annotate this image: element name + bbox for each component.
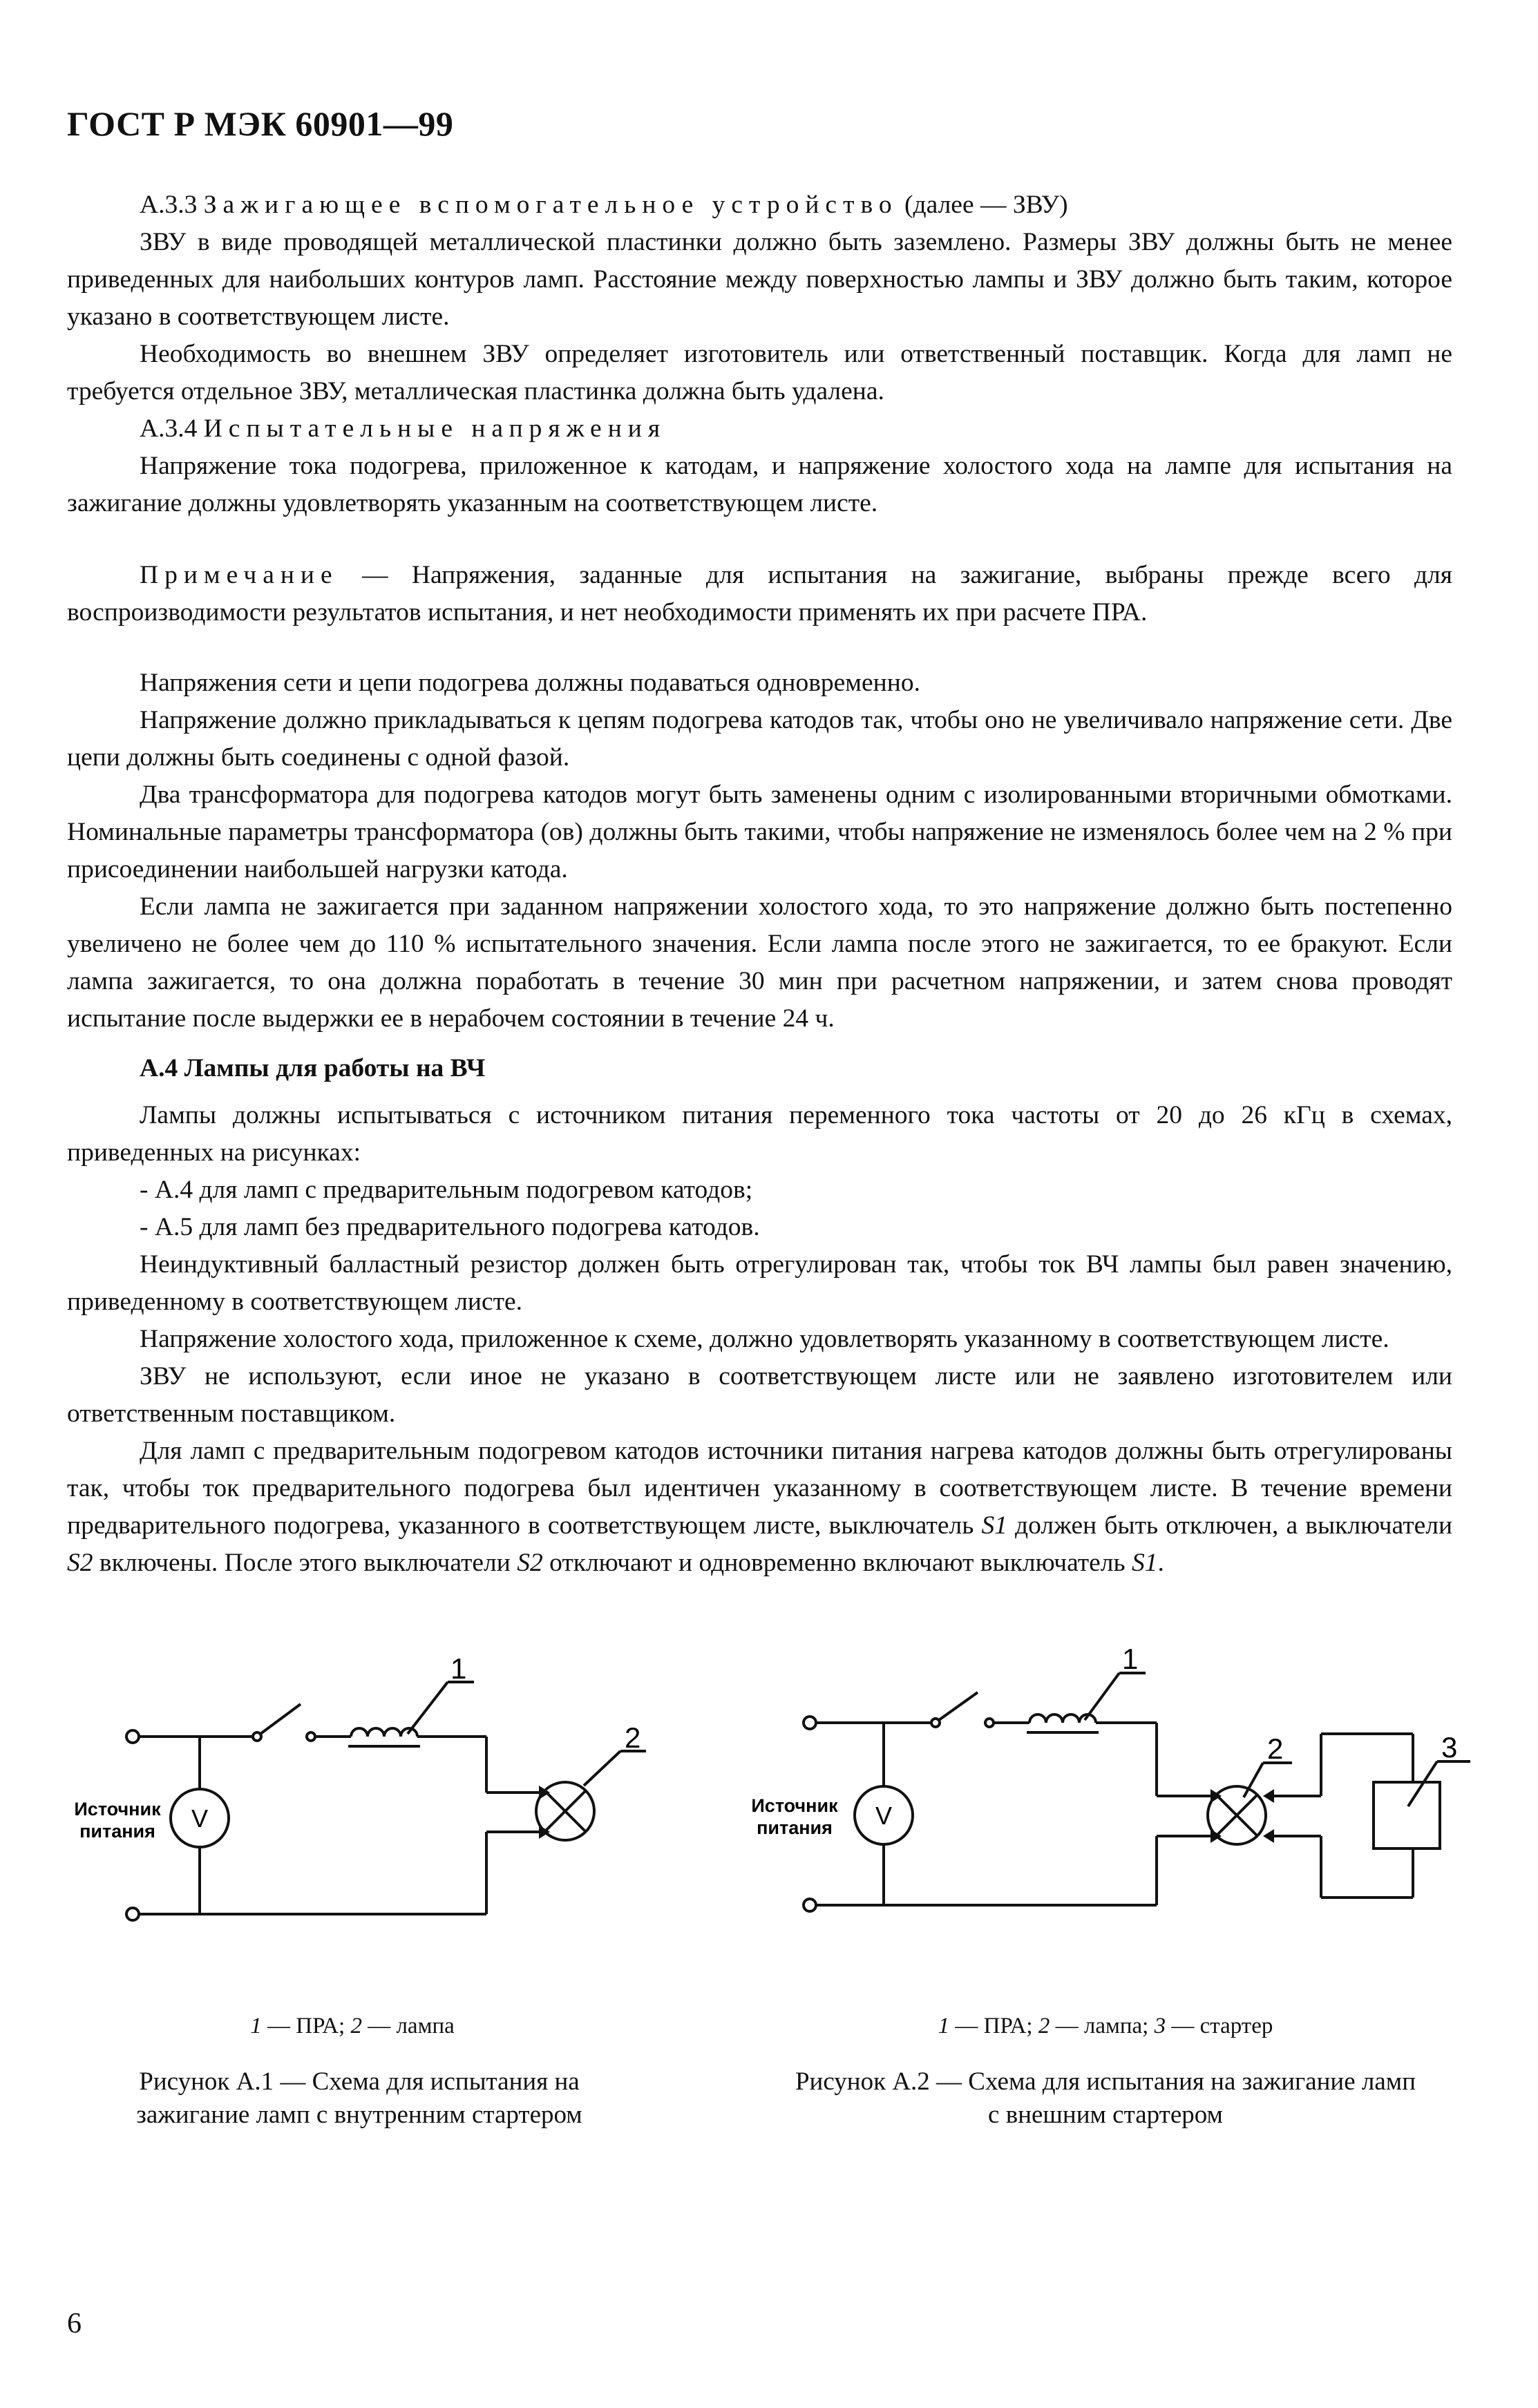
meter-label: V — [875, 1802, 893, 1830]
switch-ref: S1 — [981, 1511, 1007, 1540]
page-number: 6 — [67, 2308, 82, 2340]
text-run: Для ламп с предварительным подогревом катодов источники питания нагрева катодов должны быть отрегулированы так, чтобы ток предварительного подогрева был идентичен указанному в соответствующем листе. В течение времени предварительного подогрева, указанного в соответствующем листе, выключатель — [67, 1437, 1452, 1540]
text-run: . — [1157, 1549, 1164, 1577]
source-label: Источник — [74, 1799, 161, 1819]
switch-ref: S2 — [67, 1549, 93, 1577]
document-header: ГОСТ Р МЭК 60901—99 — [67, 104, 454, 143]
paragraph: Напряжение должно прикладываться к цепям подогрева катодов так, чтобы оно не увеличивало напряжение сети. Две цепи должны быть соединены с одной фазой. — [67, 706, 1452, 772]
figure-a2-diagram — [725, 1637, 1485, 1927]
text-run: должен быть отключен, а выключатели — [1007, 1511, 1453, 1540]
figure-a2-legend — [864, 2014, 1347, 2039]
terminal-icon — [126, 1908, 139, 1920]
legend-text: — лампа; — [1050, 2014, 1155, 2038]
paragraph — [67, 1433, 1452, 1582]
document-body — [67, 187, 1452, 1582]
figure-a2-caption — [719, 2065, 1492, 2132]
section-a33-heading — [67, 187, 1452, 224]
figure-a1-legend — [173, 2014, 532, 2039]
source-label: питания — [757, 1817, 833, 1838]
paragraph: Напряжение холостого хода, приложенное к схеме, должно удовлетворять указанному в соответствующем листе. — [140, 1325, 1389, 1353]
legend-number: 2 — [1038, 2014, 1050, 2038]
list-item: - А.4 для ламп с предварительным подогревом катодов; — [140, 1176, 753, 1204]
callout-number: 2 — [1267, 1732, 1284, 1765]
section-title-suffix: (далее — ЗВУ) — [898, 191, 1068, 219]
terminal-icon — [804, 1899, 816, 1911]
section-number: А.3.4 — [140, 414, 204, 443]
meter-label: V — [191, 1804, 209, 1833]
text-run: отключают и одновременно включают выключатель — [542, 1549, 1132, 1577]
legend-number: 1 — [938, 2014, 950, 2038]
terminal-icon — [126, 1730, 139, 1743]
legend-text: — ПРА; — [949, 2014, 1038, 2038]
circuit-diagram-a2 — [725, 1637, 1485, 1927]
legend-text: — лампа — [361, 2014, 455, 2038]
legend-number: 2 — [350, 2014, 362, 2038]
callout-number: 1 — [450, 1652, 467, 1685]
paragraph: Если лампа не зажигается при заданном напряжении холостого хода, то это напряжение должно быть постепенно увеличено не более чем до 110 % испытательного значения. Если лампа после этого не зажигается, то ее бракуют. Если лампа зажигается, то она должна поработать в течение 30 мин при расчетном напряжении, и затем снова проводят испытание после выдержки ее в нерабочем состоянии в течение 24 ч. — [67, 892, 1452, 1033]
paragraph: ЗВУ не используют, если иное не указано в соответствующем листе или не заявлено изготовителем или ответственным поставщиком. — [67, 1362, 1452, 1428]
section-a4-heading: А.4 Лампы для работы на ВЧ — [140, 1054, 486, 1082]
figure-a1-diagram — [55, 1637, 677, 1927]
caption-line: Рисунок А.1 — Схема для испытания на — [139, 2067, 580, 2096]
callout-number: 1 — [1122, 1643, 1139, 1675]
paragraph: Необходимость во внешнем ЗВУ определяет изготовитель или ответственный поставщик. Когда для ламп не требуется отдельное ЗВУ, металлическая пластинка должна быть удалена. — [67, 340, 1452, 405]
note-label: Примечание — [140, 561, 339, 589]
source-label: питания — [79, 1821, 155, 1842]
paragraph: Два трансформатора для подогрева катодов могут быть заменены одним с изолированными вторичными обмотками. Номинальные параметры трансформатора (ов) должны быть такими, чтобы напряжение не изменялось более чем на 2 % при присоединении наибольшей нагрузки катода. — [67, 781, 1452, 883]
paragraph: Напряжение тока подогрева, приложенное к катодам, и напряжение холостого хода на лампе для испытания на зажигание должны удовлетворять указанным на соответствующем листе. — [67, 452, 1452, 517]
circuit-diagram-a1 — [55, 1637, 677, 1927]
paragraph: Лампы должны испытываться с источником питания переменного тока частоты от 20 до 26 кГц в схемах, приведенных на рисунках: — [67, 1101, 1452, 1167]
switch-icon — [939, 1692, 978, 1720]
section-a34-heading — [67, 410, 1452, 448]
callout-number: 3 — [1441, 1731, 1458, 1764]
legend-text: — ПРА; — [261, 2014, 351, 2038]
caption-line: зажигание ламп с внутренним стартером — [136, 2101, 582, 2129]
note-text: — Напряжения, заданные для испытания на зажигание, выбраны прежде всего для воспроизводимости результатов испытания, и нет необходимости применять их при расчете ПРА. — [67, 561, 1452, 627]
section-title: Зажигающее вспомогательное устройство — [203, 191, 898, 219]
legend-number: 3 — [1154, 2014, 1166, 2038]
callout-number: 2 — [625, 1721, 641, 1754]
caption-line: Рисунок А.2 — Схема для испытания на зажигание ламп — [795, 2067, 1416, 2096]
figure-a1-caption — [48, 2065, 670, 2132]
legend-text: — стартер — [1166, 2014, 1273, 2038]
terminal-icon — [804, 1717, 816, 1729]
text-run: включены. После этого выключатели — [93, 1549, 518, 1577]
list-item: - А.5 для ламп без предварительного подогрева катодов. — [140, 1213, 760, 1241]
starter-icon — [1374, 1782, 1440, 1848]
paragraph: Неиндуктивный балластный резистор должен быть отрегулирован так, чтобы ток ВЧ лампы был равен значению, приведенному в соответствующем листе. — [67, 1250, 1452, 1316]
switch-icon — [260, 1704, 301, 1734]
legend-number: 1 — [250, 2014, 262, 2038]
note — [67, 557, 1452, 631]
section-title: Испытательные напряжения — [203, 414, 667, 443]
paragraph: Напряжения сети и цепи подогрева должны подаваться одновременно. — [140, 669, 920, 697]
caption-line: с внешним стартером — [988, 2101, 1223, 2129]
switch-ref: S2 — [517, 1549, 543, 1577]
section-number: А.3.3 — [140, 191, 204, 219]
switch-ref: S1 — [1131, 1549, 1158, 1577]
paragraph: ЗВУ в виде проводящей металлической пластинки должно быть заземлено. Размеры ЗВУ должны быть не менее приведенных для наибольших контуров ламп. Расстояние между поверхностью лампы и ЗВУ должно быть таким, которое указано в соответствующем листе. — [67, 228, 1452, 331]
source-label: Источник — [751, 1795, 838, 1816]
